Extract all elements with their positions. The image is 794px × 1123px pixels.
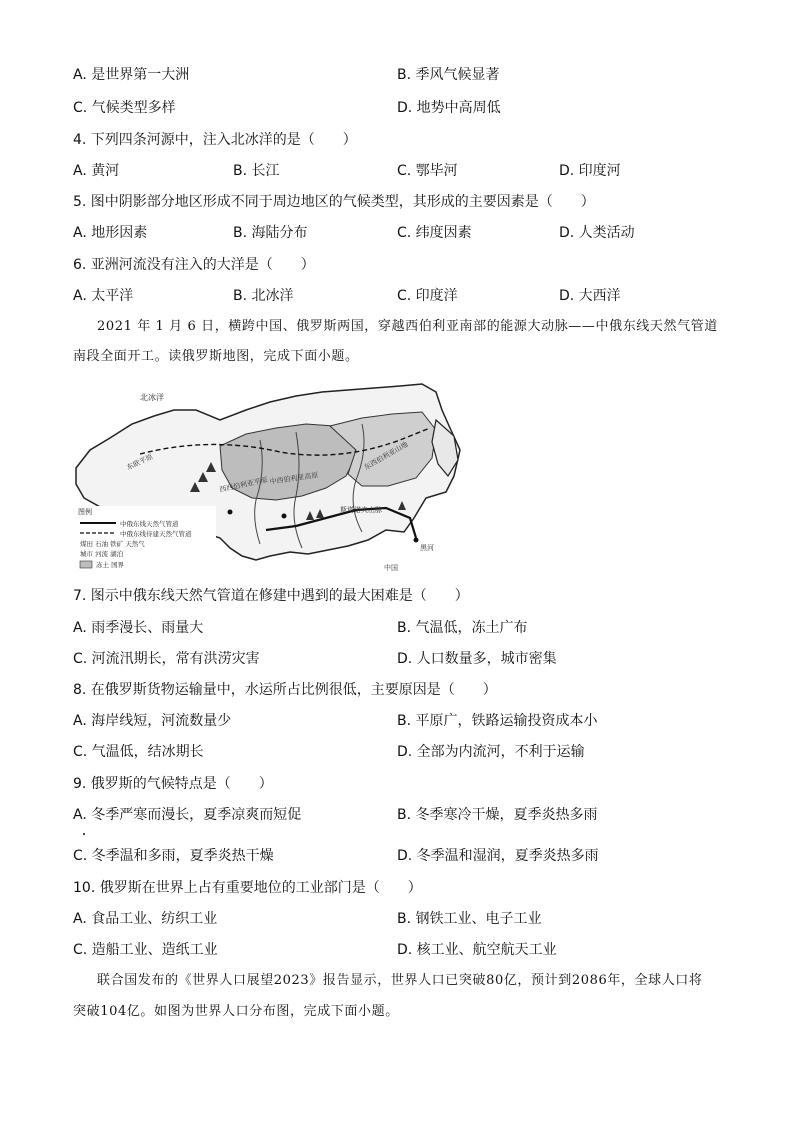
q8-option-d: D. 全部为内流河，不利于运输 (397, 744, 585, 760)
q9-option-b: B. 冬季寒冷干燥，夏季炎热多雨 (397, 807, 598, 823)
q7-stem: 7. 图示中俄东线天然气管道在修建中遇到的最大困难是（ ） (73, 588, 469, 604)
legend-title: 图例 (78, 508, 92, 516)
q3-option-c: C. 气候类型多样 (73, 100, 176, 116)
q5-option-d: D. 人类活动 (559, 225, 635, 241)
q9-stem: 9. 俄罗斯的气候特点是（ ） (73, 776, 273, 792)
passage1-line1: 2021 年 1 月 6 日，横跨中国、俄罗斯两国，穿越西伯利亚南部的能源大动脉——中俄东线天然气管道 (97, 319, 718, 334)
q6-option-a: A. 太平洋 (73, 288, 134, 304)
q4-option-a: A. 黄河 (73, 163, 120, 179)
q7-option-d: D. 人口数量多，城市密集 (397, 651, 557, 667)
q8-option-a: A. 海岸线短，河流数量少 (73, 713, 232, 729)
q8-option-b: B. 平原广，铁路运输投资成本小 (397, 713, 598, 729)
q4-stem: 4. 下列四条河源中，注入北冰洋的是（ ） (73, 132, 357, 148)
russia-map (70, 380, 462, 576)
legend-item-3: 煤田 石油 铁矿 天然气 (80, 540, 145, 548)
q5-option-a: A. 地形因素 (73, 225, 148, 241)
q4-option-d: D. 印度河 (559, 163, 621, 179)
q8-option-c: C. 气温低，结冰期长 (73, 744, 204, 760)
q7-option-b: B. 气温低，冻土广布 (397, 620, 528, 636)
q3-option-b: B. 季风气候显著 (397, 67, 500, 83)
q10-option-d: D. 核工业、航空航天工业 (397, 942, 557, 958)
legend-item-1: 中俄东线天然气管道 (120, 520, 179, 528)
q4-option-c: C. 鄂毕河 (397, 163, 458, 179)
q5-option-b: B. 海陆分布 (233, 225, 308, 241)
map-china-label: 中国 (384, 564, 398, 572)
legend-item-4: 城市 河流 湖泊 (80, 550, 124, 558)
q10-option-a: A. 食品工业、纺织工业 (73, 911, 218, 927)
map-region4-label: 东西伯利亚山地 (363, 440, 410, 472)
q4-option-b: B. 长江 (233, 163, 280, 179)
passage2-line2: 突破104亿。如图为世界人口分布图，完成下面小题。 (73, 1004, 399, 1019)
q3-option-d: D. 地势中高周低 (397, 100, 501, 116)
map-legend (76, 506, 216, 572)
legend-item-5: 冻土 国界 (96, 561, 125, 569)
stray-dot (83, 833, 85, 835)
q6-option-d: D. 大西洋 (559, 288, 621, 304)
passage2-line1: 联合国发布的《世界人口展望2023》报告显示，世界人口已突破80亿，预计到2086年，全球人口将 (97, 973, 703, 988)
q6-stem: 6. 亚洲河流没有注入的大洋是（ ） (73, 257, 315, 273)
map-region3-label: 中西伯利亚高原 (269, 471, 319, 486)
q10-option-c: C. 造船工业、造纸工业 (73, 942, 218, 958)
q6-option-c: C. 印度洋 (397, 288, 458, 304)
map-region1-label: 东欧平原 (125, 452, 155, 472)
q6-option-b: B. 北冰洋 (233, 288, 294, 304)
q10-option-b: B. 钢铁工业、电子工业 (397, 911, 542, 927)
q8-stem: 8. 在俄罗斯货物运输量中，水运所占比例很低，主要原因是（ ） (73, 682, 497, 698)
passage1-line2: 南段全面开工。读俄罗斯地图，完成下面小题。 (73, 349, 359, 364)
map-region5-label: 斯塔诺夫山脉 (340, 506, 382, 514)
q7-option-c: C. 河流汛期长，常有洪涝灾害 (73, 651, 260, 667)
q3-option-a: A. 是世界第一大洲 (73, 67, 190, 83)
q10-stem: 10. 俄罗斯在世界上占有重要地位的工业部门是（ ） (73, 880, 422, 896)
legend-item-2: 中俄东线待建天然气管道 (120, 530, 192, 538)
q9-option-d: D. 冬季温和湿润，夏季炎热多雨 (397, 848, 599, 864)
q9-option-a: A. 冬季严寒而漫长，夏季凉爽而短促 (73, 807, 302, 823)
map-river-label: 黑河 (420, 544, 434, 552)
map-sea-label: 北冰洋 (140, 393, 164, 402)
q5-option-c: C. 纬度因素 (397, 225, 472, 241)
q5-stem: 5. 图中阴影部分地区形成不同于周边地区的气候类型，其形成的主要因素是（ ） (73, 194, 595, 210)
q7-option-a: A. 雨季漫长、雨量大 (73, 620, 204, 636)
map-region2-label: 西西伯利亚平原 (218, 475, 269, 494)
q9-option-c: C. 冬季温和多雨，夏季炎热干燥 (73, 848, 274, 864)
